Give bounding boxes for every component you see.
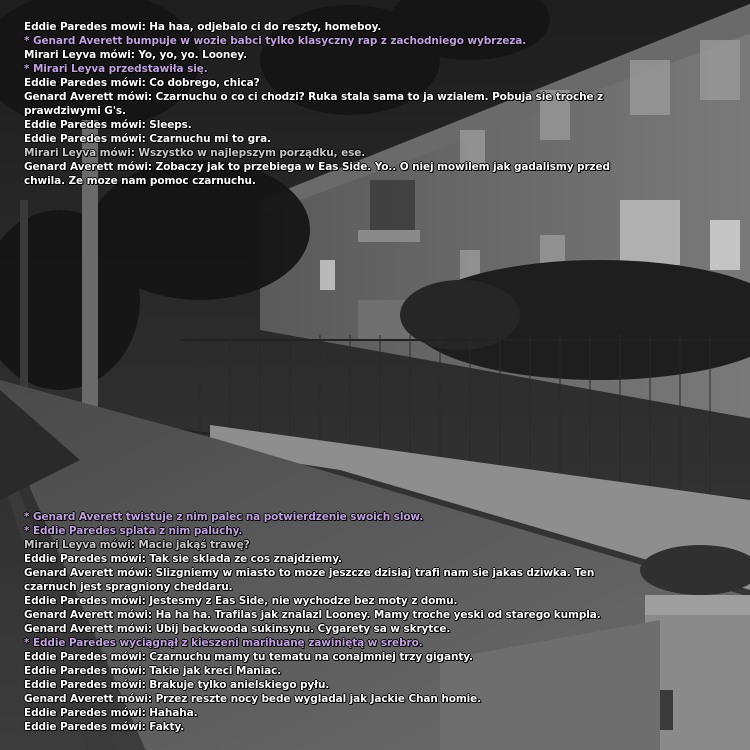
- chat-line-whisper: Mirari Leyva mówi: Wszystko w najlepszym porządku, ese.: [24, 147, 366, 159]
- chat-line-say: Genard Averett mówi: Ha ha ha. Trafilas jak znalazl Looney. Mamy troche yeski od starego kumpla.: [24, 609, 601, 621]
- chat-line-say: Genard Averett mówi: Przez reszte nocy bede wygladal jak Jackie Chan homie.: [24, 693, 482, 705]
- chat-line-say: Eddie Paredes mówi: Czarnuchu mamy tu tematu na conajmniej trzy giganty.: [24, 651, 473, 663]
- chat-line-say: Eddie Paredes mówi: Hahaha.: [24, 707, 198, 719]
- chat-line-say: Eddie Paredes mówi: Jestesmy z Eas Side, nie wychodze bez moty z domu.: [24, 595, 458, 607]
- chat-line-say: Genard Averett mówi: Slizgniemy w miasto to moze jeszcze dzisiaj trafi nam sie jakas dziwka. Ten czarnuch jest spragniony cheddaru.: [24, 567, 595, 593]
- chat-line-action: * Genard Averett bumpuje w wozie babci tylko klasyczny rap z zachodniego wybrzeza.: [24, 35, 527, 47]
- chat-line-say: Eddie Paredes mówi: Tak sie sklada ze cos znajdziemy.: [24, 553, 342, 565]
- chat-line-say: Genard Averett mówi: Ubij backwooda sukinsynu. Cygarety sa w skrytce.: [24, 623, 451, 635]
- chat-log-bottom: [24, 510, 724, 734]
- chat-line-say: Eddie Paredes mówi: Fakty.: [24, 721, 185, 733]
- chat-line-say: Eddie Paredes mówi: Co dobrego, chica?: [24, 77, 260, 89]
- chat-line-say: Genard Averett mówi: Zobaczy jak to przebiega w Eas Side. Yo.. O niej mowilem jak gadalismy przed chwila. Ze moze nam pomoc czarnuchu.: [24, 161, 610, 187]
- chat-line-action: * Eddie Paredes wyciągnął z kieszeni marihuanę zawiniętą w srebro.: [24, 637, 423, 649]
- chat-line-say: Eddie Paredes mówi: Czarnuchu mi to gra.: [24, 133, 271, 145]
- chat-line-say: Mirari Leyva mówi: Yo, yo, yo. Looney.: [24, 49, 247, 61]
- chat-line-say: Genard Averett mówi: Czarnuchu o co ci chodzi? Ruka stala sama to ja wzialem. Pobuja sie troche z prawdziwymi G's.: [24, 91, 604, 117]
- chat-line-action: * Genard Averett twistuje z nim palec na potwierdzenie swoich slow.: [24, 511, 424, 523]
- chat-line-action: * Eddie Paredes splata z nim paluchy.: [24, 525, 243, 537]
- chat-line-say: Eddie Paredes mówi: Takie jak kreci Maniac.: [24, 665, 282, 677]
- chat-line-whisper: Mirari Leyva mówi: Macie jakąś trawę?: [24, 539, 250, 551]
- chat-log-top: [24, 20, 724, 188]
- chat-line-say: Eddie Paredes mowi: Ha haa, odjebalo ci do reszty, homeboy.: [24, 21, 382, 33]
- chat-line-action: * Mirari Leyva przedstawiła się.: [24, 63, 208, 75]
- chat-line-say: Eddie Paredes mówi: Brakuje tylko anielskiego pyłu.: [24, 679, 330, 691]
- chat-line-say: Eddie Paredes mówi: Sleeps.: [24, 119, 192, 131]
